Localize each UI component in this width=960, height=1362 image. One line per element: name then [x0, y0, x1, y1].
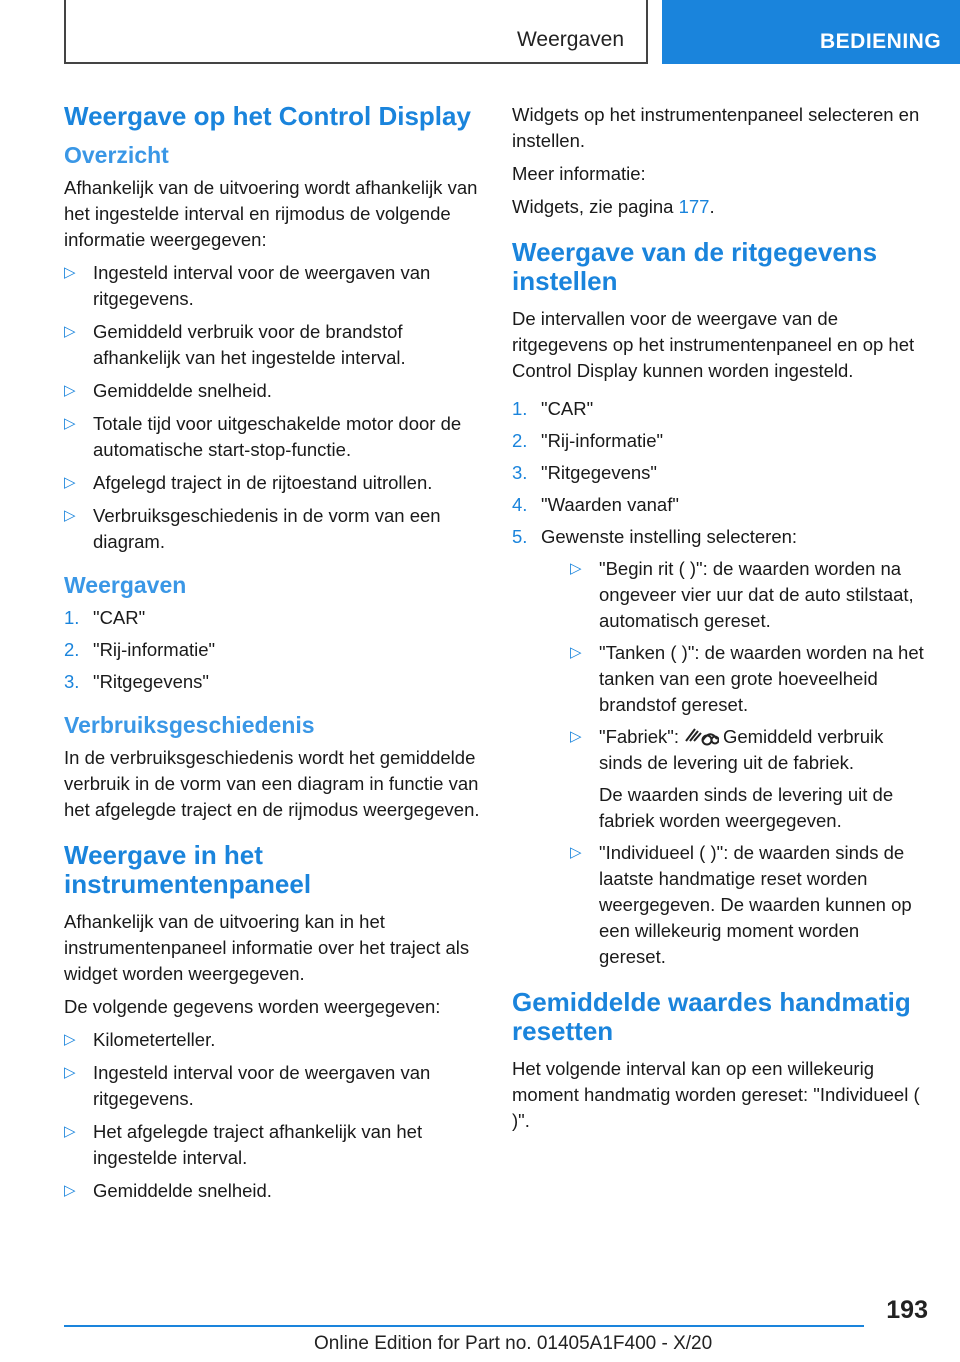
paragraph-gegevens: De volgende gegevens worden weergegeven: [64, 996, 441, 1017]
triangle-bullet-icon: ▷ [64, 1123, 76, 1140]
header-section-box [64, 0, 648, 64]
list-item: ▷ "Tanken ( )": de waarden worden na het tanken van een grote hoeveelheid brandstof gereset. [570, 642, 924, 715]
step-item: 2. "Rij-informatie" [64, 639, 216, 660]
paragraph-verbruiksgeschiedenis: In de verbruiksgeschiedenis wordt het gemiddelde verbruik in de vorm van een diagram in functie van het afgelegde traject en de rijmodus weergegeven. [64, 747, 480, 820]
header-chapter-tab [662, 0, 960, 64]
step-item: 2. "Rij-informatie" [512, 430, 664, 451]
paragraph-reset: Het volgende interval kan op een willekeurig moment handmatig worden gereset: "Individueel ( )". [512, 1058, 920, 1131]
triangle-bullet-icon: ▷ [64, 474, 76, 491]
page-number: 193 [886, 1296, 928, 1324]
header-section-title: Weergaven [516, 28, 624, 51]
list-item: ▷ Gemiddelde snelheid. [64, 1178, 482, 1204]
triangle-bullet-icon: ▷ [64, 507, 76, 524]
list-item: ▷ Kilometerteller. [64, 1027, 482, 1053]
left-column [64, 102, 482, 1211]
triangle-bullet-icon: ▷ [64, 323, 76, 340]
triangle-bullet-icon: ▷ [64, 264, 76, 281]
steps-weergaven [64, 605, 482, 695]
step-item: 3. "Ritgegevens" [512, 462, 657, 483]
heading-weergaven: Weergaven [64, 572, 187, 598]
triangle-bullet-icon: ▷ [64, 415, 76, 432]
step-item: 1. "CAR" [512, 398, 594, 419]
step-item: 4. "Waarden vanaf" [512, 494, 679, 515]
header-chapter-title: BEDIENING [820, 30, 942, 53]
list-item: ▷ Afgelegd traject in de rijtoestand uitrollen. [64, 470, 482, 496]
triangle-bullet-icon: ▷ [570, 644, 582, 661]
list-item: ▷ Gemiddeld verbruik voor de brandstof afhankelijk van het ingestelde interval. [64, 321, 406, 368]
list-item: ▷ Ingesteld interval voor de weergaven van ritgegevens. [64, 262, 431, 309]
list-instrumentenpaneel [64, 1027, 482, 1204]
triangle-bullet-icon: ▷ [570, 728, 582, 745]
triangle-bullet-icon: ▷ [64, 1064, 76, 1081]
heading-verbruiksgeschiedenis: Verbruiksgeschiedenis [64, 712, 315, 738]
list-item: ▷ Gemiddelde snelheid. [64, 378, 482, 404]
triangle-bullet-icon: ▷ [570, 844, 582, 861]
step-item: 1. "CAR" [64, 607, 146, 628]
list-item: ▷ Verbruiksgeschiedenis in de vorm van een diagram. [64, 505, 441, 552]
heading-ritgegevens: Weergave van de ritgegevens instellen [512, 237, 878, 296]
list-item: ▷ "Fabriek": Gemiddeld verbruik sinds de levering uit de fabriek. De waarden sinds de levering uit de fabriek worden weergegeven. [570, 724, 930, 834]
heading-control-display: Weergave op het Control Display [64, 101, 471, 131]
list-overzicht [64, 260, 482, 555]
paragraph-meer-info: Meer informatie: [512, 163, 646, 184]
step-item: 3. "Ritgegevens" [64, 671, 209, 692]
paragraph-widgets-ref: Widgets, zie pagina 177. [512, 196, 715, 217]
eco-pro-icon [683, 725, 719, 747]
heading-instrumentenpaneel: Weergave in het instrumentenpaneel [64, 840, 312, 899]
page-link-177[interactable]: 177 [678, 196, 710, 217]
heading-reset: Gemiddelde waardes handmatig resetten [512, 987, 911, 1046]
steps-ritgegevens [512, 396, 930, 970]
triangle-bullet-icon: ▷ [64, 1182, 76, 1199]
paragraph-instrumentenpaneel: Afhankelijk van de uitvoering kan in het instrumentenpaneel informatie over het traject als widget worden weergegeven. [64, 911, 470, 984]
footer-edition: Online Edition for Part no. 01405A1F400 - X/20 [314, 1333, 713, 1354]
paragraph-widgets: Widgets op het instrumentenpaneel selecteren en instellen. [512, 104, 920, 151]
right-column [512, 102, 930, 1141]
paragraph-ritgegevens: De intervallen voor de weergave van de ritgegevens op het instrumentenpaneel en op het Control Display kunnen worden ingesteld. [512, 308, 915, 381]
triangle-bullet-icon: ▷ [64, 1031, 76, 1048]
heading-overzicht: Overzicht [64, 142, 169, 168]
list-item: ▷ Ingesteld interval voor de weergaven van ritgegevens. [64, 1062, 431, 1109]
list-item: ▷ "Individueel ( )": de waarden sinds de laatste handmatige reset worden weergegeven. De waarden kunnen op een willekeurig moment worden gereset. [570, 842, 912, 967]
list-item: ▷ Totale tijd voor uitgeschakelde motor door de automatische start-stop-functie. [64, 413, 462, 460]
paragraph-fabriek-note: De waarden sinds de levering uit de fabriek worden weergegeven. [599, 784, 894, 831]
triangle-bullet-icon: ▷ [570, 560, 582, 577]
list-item: ▷ "Begin rit ( )": de waarden worden na ongeveer vier uur dat de auto stilstaat, automatisch gereset. [570, 558, 914, 631]
footer-divider [64, 1325, 864, 1327]
list-item: ▷ Het afgelegde traject afhankelijk van het ingestelde interval. [64, 1121, 423, 1168]
triangle-bullet-icon: ▷ [64, 382, 76, 399]
list-instellingen [541, 556, 930, 970]
step-item: 5. Gewenste instelling selecteren: ▷ "Begin rit ( )": de waarden worden na ongeveer vier uur dat de auto stilstaat, automatisch gereset. ▷ "Tanken ( )": de waarden worden na het tanken van een grote hoeveelheid brandstof gereset. ▷ "Fabriek": Gemiddeld verbruik sinds de levering uit de fabriek. De waarden sinds de levering uit de fabriek worden weergegeven. ▷ "Individueel ( )": de waarden sinds de laatste handmatige reset worden weergegeven. De waarden kunnen op een willekeurig moment worden gereset. [512, 524, 930, 970]
paragraph-overzicht: Afhankelijk van de uitvoering wordt afhankelijk van het ingestelde interval en rijmodus de volgende informatie weergegeven: [64, 177, 478, 250]
